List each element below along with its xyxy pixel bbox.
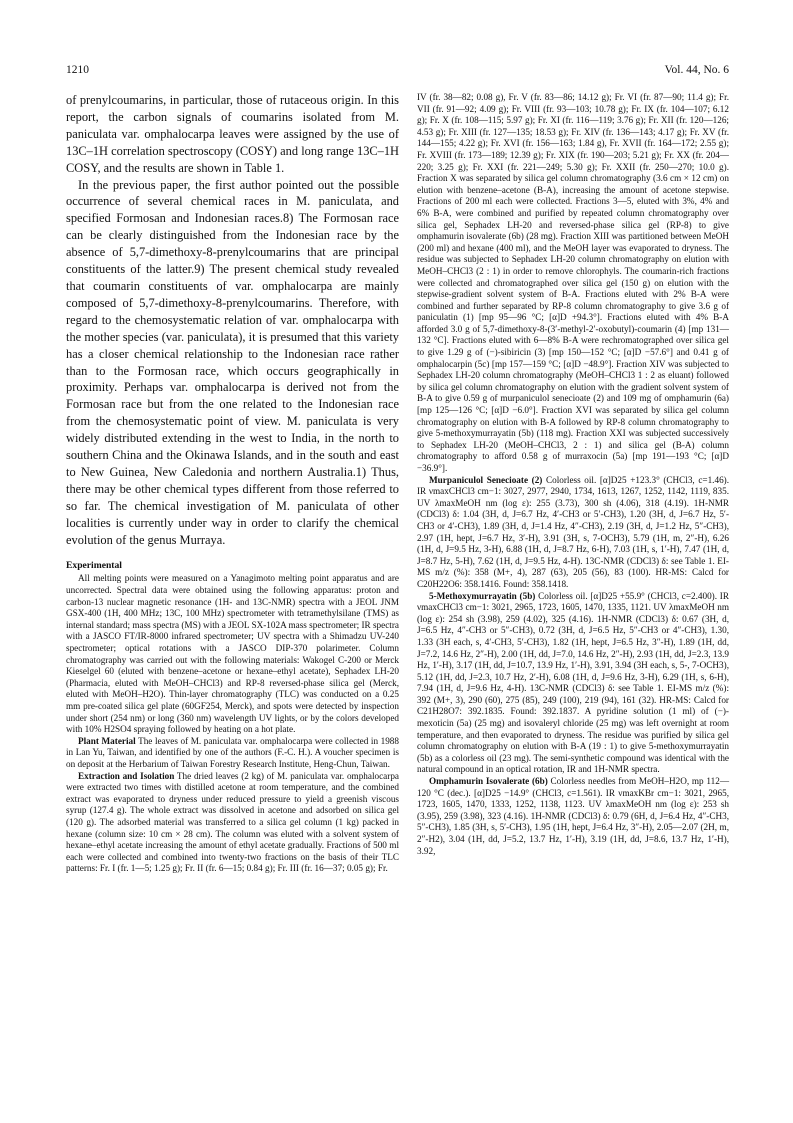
compound-2-text: Colorless oil. [α]D25 +123.3° (CHCl3, c=1.46). IR νmaxCHCl3 cm−1: 3027, 2977, 2940, 1734, 1613, 1267, 1252, 1142, 1119, 835. UV λmaxMeOH nm (log ε): 255 (3.73), 300 sh (4.06), 318 (4.19). 1H-NMR (CDCl3) δ: 1.04 (3H, d, J=6.7 Hz, 4′-CH3 or 5′-CH3), 1.20 (3H, d, J=6.7 Hz, 5′-CH3 or 4′-CH3), 1.89 (3H, d, J=1.4 Hz, 4″-CH3), 2.19 (3H, d, J=1.2 Hz, 5″-CH3), 2.97 (1H, hept, J=6.7 Hz, 3′-H), 3.91 (3H, s, 7-OCH3), 5.79 (1H, m, 2″-H), 6.26 (1H, d, J=9.5 Hz, 3-H), 6.88 (1H, d, J=8.7 Hz, 6-H), 7.03 (1H, s, 1′-H), 7.47 (1H, d, J=8.7 Hz, 5-H), 7.62 (1H, d, J=9.5 Hz, 4-H). 13C-NMR (CDCl3) δ: see Table 1. EI-MS m/z (%): 358 (M+, 4), 287 (63), 205 (56), 83 (100). HR-MS: Calcd for C20H22O6: 358.1416. Found: 358.1418. bbox=[417, 474, 730, 589]
intro-paragraph-2: In the previous paper, the first author pointed out the possible occurrence of several chemical races in M. paniculata, and specified Formosan and Indonesian races.8) The Formosan race can be clearly distinguished from the Indonesian race by the absence of 5,7-dimethoxy-8-prenylcoumarins that are principal constituents of the latter.9) The present chemical study revealed that coumarin constituents of var. omphalocarpa are mainly composed of 5,7-dimethoxy-8-prenylcoumarins. Therefore, with regard to the chemosystematic relation of var. omphalocarpa with the mother species (var. paniculata), it is presumed that this variety has a closer chemical relationship to the Indonesian race rather than to the Formosan race, which occurs geographically in proximity. Perhaps var. omphalocarpa is derived not from the Formosan race but from the one related to the Indonesian race from the chemosystematic point of view. M. paniculata is very widely distributed extending in the west to India, in the north to southern China and the Okinawa Islands, and in the south and east to New Guinea, New Caledonia and northern Australia.1) Thus, there may be other chemical types different from those referred to so far. The chemical investigation of M. paniculata of other localities is currently under way in order to clarify the chemical evolution of the genus Murraya. bbox=[66, 177, 399, 547]
fractions-continuation: IV (fr. 38—82; 0.08 g), Fr. V (fr. 83—86; 14.12 g); Fr. VI (fr. 87—90; 11.4 g); Fr. VII (fr. 91—92; 4.09 g); Fr. VIII (fr. 93—103; 10.78 g); Fr. IX (fr. 104—107; 6.12 g); Fr. X (fr. 108—115; 5.97 g); Fr. XI (fr. 116—119; 3.76 g); Fr. XII (fr. 120—126; 4.53 g); Fr. XIII (fr. 127—135; 18.53 g); Fr. XIV (fr. 136—143; 4.17 g); Fr. XV (fr. 144—155; 4.22 g); Fr. XVI (fr. 156—163; 1.84 g), Fr. XVII (fr. 164—172; 2.55 g); Fr. XVIII (fr. 173—189; 12.39 g); Fr. XIX (fr. 190—203; 5.21 g); Fr. XX (fr. 204—220; 3.25 g); Fr. XXI (fr. 221—249; 5.30 g); Fr. XXII (fr. 250—270; 10.0 g). Fraction X was separated by silica gel column chromatography (3.6 cm × 12 cm) on elution with benzene–acetone (B-A), increasing the amount of acetone stepwise. Fractions of 200 ml each were collected. Fractions 3—5, eluted with 3%, 4% and 6% B-A, were combined and purified by repeated column chromatography over silica gel, Sephadex LH-20 and reversed-phase silica gel (RP-8) to give omphamurin isovalerate (6b) (28 mg). Fraction XIII was partitioned between MeOH (200 ml) and hexane (400 ml), and the MeOH layer was evaporated to dryness. The residue was subjected to Sephadex LH-20 column chromatography on elution with MeOH–CHCl3 (2 : 1) in order to remove chlorophyls. The coumarin-rich fractions were collected and chromatographed over silica gel (150 g) on elution with the stepwise-gradient solvent system of B-A. Fractions eluted with 2% B-A were combined and further separated by RP-8 column chromatography to give 3.6 g of paniculatin (1) [mp 95—96 °C; [α]D +94.3°]. Fractions eluted with 4% B-A afforded 3.0 g of 5,7-dimethoxy-8-(3′-methyl-2′-oxobutyl)-coumarin (4) [mp 131—132 °C]. Fractions eluted with 6—8% B-A were rechromatographed over silica gel to give 1.29 g of (−)-sibiricin (3) [mp 150—152 °C; [α]D −57.6°] and 0.41 g of omphalocarpin (5c) [mp 157—159 °C; [α]D −48.9°]. Fraction XIV was subjected to Sephadex LH-20 column chromatography (MeOH–CHCl3 1 : 2 as eluant) followed by silica gel column chromatography on elution with the gradient solvent system of B-A to give 0.59 g of murpaniculol senecioate (2) and 109 mg of omphamurin (6a) [mp 125—126 °C; [α]D −6.0°]. Fraction XVI was separated by silica gel column chromatography on elution with B-A followed by RP-8 column chromatography to give 5-methoxymurrayatin (5b) (118 mg). Fraction XXI was subjected successively to Sephadex LH-20 (MeOH–CHCl3, 2 : 1) and silica gel (B-A) column chromatography to afford 0.58 g of murraxocin (5a) [mp 191—193 °C; [α]D −36.9°]. bbox=[417, 92, 729, 473]
right-column bbox=[417, 92, 729, 857]
intro-paragraph-1: of prenylcoumarins, in particular, those of rutaceous origin. In this report, the carbon signals of coumarins isolated from M. paniculata var. omphalocarpa leaves were assigned by the use of 13C–1H correlation spectroscopy (COSY) and long range 13C–1H COSY, and the results are shown in Table 1. bbox=[66, 93, 399, 175]
compound-5b-title: 5-Methoxymurrayatin (5b) bbox=[429, 590, 536, 601]
compound-2-title: Murpaniculol Senecioate (2) bbox=[429, 474, 543, 485]
extraction-paragraph bbox=[66, 771, 399, 875]
plant-material-text: The leaves of M. paniculata var. omphalocarpa were collected in 1988 in Lan Yu, Taiwan, and identified by one of the authors (F.-C. H.). A voucher specimen is on deposit at the Herbarium of Taiwan Forestry Research Institute, Heng-Chun, Taiwan. bbox=[66, 735, 399, 769]
extraction-text: The dried leaves (2 kg) of M. paniculata var. omphalocarpa were extracted two times with distilled acetone at room temperature, and the combined extract was evaporated to dryness under reduced pressure to yield a greenish viscous syrup (127.4 g). The whole extract was dissolved in acetone and adsorbed on silica gel (120 g). The adsorbed material was transferred to a silica gel column (1 kg) packed in hexane (column size: 10 cm × 28 cm). The column was eluted with a solvent system of hexane–ethyl acetate increasing the amount of ethyl acetate gradually. Fractions of 500 ml each were collected and combined into twenty-two fractions on the basis of their TLC patterns: Fr. I (fr. 1—5; 1.25 g); Fr. II (fr. 6—15; 0.84 g); Fr. III (fr. 16—37; 0.05 g); Fr. bbox=[66, 770, 399, 874]
page-number: 1210 bbox=[66, 64, 89, 76]
compound-5b-text: Colorless oil. [α]D25 +55.9° (CHCl3, c=2.400). IR νmaxCHCl3 cm−1: 3021, 2965, 1723, 1605, 1470, 1335, 1121. UV λmaxMeOH nm (log ε): 254 sh (3.98), 259 (4.02), 325 (4.16). 1H-NMR (CDCl3) δ: 0.67 (3H, d, J=6.5 Hz, 4″-CH3 or 5″-CH3), 0.72 (3H, d, J=6.5 Hz, 5″-CH3 or 4″-CH3), 1.30, 1.33 (3H each, s, 4′-CH3, 5′-CH3), 1.82 (1H, hept, J=6.5 Hz, 3″-H), 1.89 (1H, dd, J=7.2, 14.6 Hz, 2″-H), 2.00 (1H, dd, J=7.0, 14.6 Hz, 2″-H), 2.93 (1H, dd, J=2.3, 13.9 Hz, 1′-H), 3.17 (1H, dd, J=10.7, 13.9 Hz, 1′-H), 3.91, 3.94 (3H each, s, 5-, 7-OCH3), 5.12 (1H, dd, J=2.3, 10.7 Hz, 2′-H), 6.08 (1H, d, J=9.6 Hz, 3-H), 6.29 (1H, s, 6-H), 7.94 (1H, d, J=9.6 Hz, 4-H). 13C-NMR (CDCl3) δ: see Table 1. EI-MS m/z (%): 392 (M+, 3), 290 (60), 275 (85), 249 (100), 219 (94), 161 (32). HR-MS: Calcd for C21H28O7: 392.1835. Found: 392.1837. A pyridine solution (1 ml) of (−)-mexoticin (5a) (25 mg) and isovaleryl chloride (25 mg) was left overnight at room temperature, and then evaporated to dryness. The residue was purified by silica gel column chromatography on elution with B-A (19 : 1) to give 5-methoxymurrayatin (5b) as a colorless oil (23 mg). The semi-synthetic compound was identical with the natural compound in an optical rotation, IR and 1H-NMR spectra. bbox=[417, 590, 729, 775]
extraction-title: Extraction and Isolation bbox=[78, 770, 175, 781]
journal-volume: Vol. 44, No. 6 bbox=[664, 64, 729, 76]
experimental-heading: Experimental bbox=[66, 560, 122, 572]
compound-5b-paragraph bbox=[417, 591, 729, 777]
left-column bbox=[66, 92, 399, 875]
compound-2-paragraph bbox=[417, 475, 729, 591]
compound-6b-title: Omphamurin Isovalerate (6b) bbox=[429, 776, 548, 787]
page-header bbox=[66, 64, 729, 80]
experimental-paragraph: All melting points were measured on a Yanagimoto melting point apparatus and are uncorrected. Spectral data were obtained using the following apparatus: proton and carbon-13 nuclear magnetic resonance (1H- and 13C-NMR) spectra with a JEOL JNM GSX-400 (1H, 400 MHz; 13C, 100 MHz) spectrometer with tetramethylsilane (TMS) as internal standard; mass spectra (MS) with a JEOL SX-102A mass spectrometer; IR spectra with a JASCO FT/IR-8000 infrared spectrometer; UV spectra with a Shimadzu UV-240 spectrometer; optical rotations with a JASCO DIP-370 polarimeter. Column chromatography was carried out with the following materials: Wakogel C-200 or Merck Kieselgel 60 (eluted with benzene–acetone or hexane–ethyl acetate), Sephadex LH-20 (Pharmacia, eluted with MeOH–CHCl3) and RP-8 reversed-phase silica gel (Merck, eluted with MeOH–H2O). Thin-layer chromatography (TLC) was conducted on a 0.25 mm pre-coated silica gel plate (60GF254, Merck), and spots were detected by inspection under short (254 nm) or long (360 nm) wavelength UV lights, or by the colors developed with 10% H2SO4 spraying followed by heating on a hot plate. bbox=[66, 573, 399, 735]
plant-material-title: Plant Material bbox=[78, 735, 136, 746]
compound-6b-text: Colorless needles from MeOH–H2O, mp 112—120 °C (dec.). [α]D25 −14.9° (CHCl3, c=1.561). IR νmaxKBr cm−1: 3021, 2965, 1723, 1605, 1470, 1333, 1252, 1138, 1123. UV λmaxMeOH nm (log ε): 253 sh (3.95), 259 (3.98), 323 (4.16). 1H-NMR (CDCl3) δ: 0.79 (6H, d, J=6.4 Hz, 4″-CH3, 5″-CH3), 1.85 (3H, s, 5′-CH3), 1.95 (1H, hept, J=6.4 Hz, 3″-H), 2.05—2.07 (2H, m, 2″-H2), 3.04 (1H, dd, J=5.2, 13.7 Hz, 1′-H), 3.19 (1H, dd, J=8.6, 13.7 Hz, 1′-H), 3.92, bbox=[417, 776, 730, 856]
compound-6b-paragraph bbox=[417, 776, 729, 857]
plant-material-paragraph bbox=[66, 736, 399, 771]
